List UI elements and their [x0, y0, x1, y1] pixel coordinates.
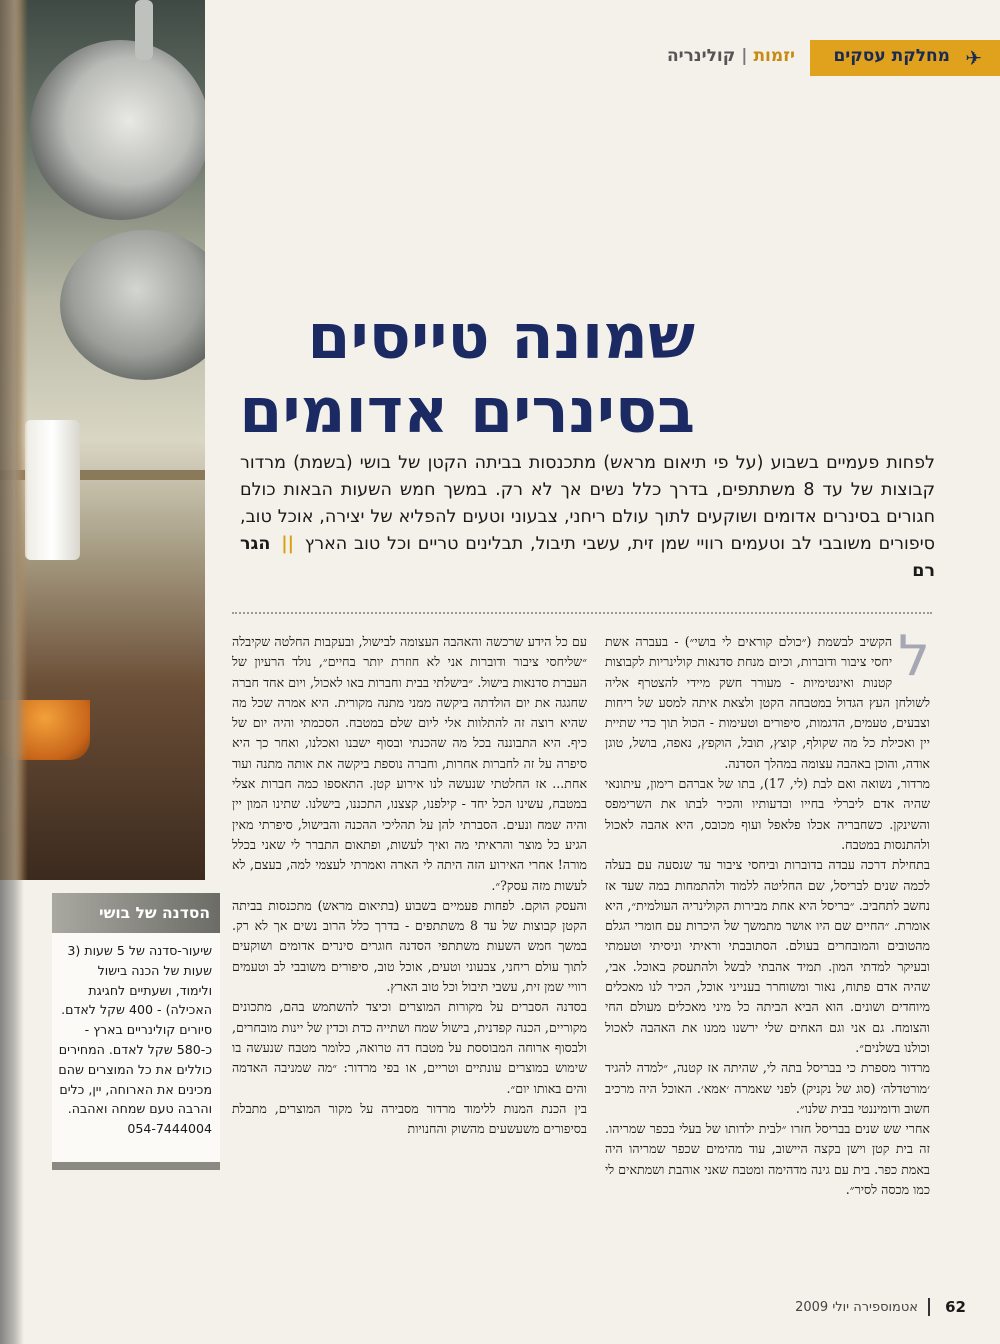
section-label: מחלקת עסקים — [833, 46, 950, 66]
lead-text: לפחות פעמיים בשבוע (על פי תיאום מראש) מתכנסות בביתה הקטן של בושי (בשמת) מרדור קבוצות של עד 8 משתתפים, בדרך כלל נשים אך לא רק. במשך חמש השעות הבאות כולם חגורים בסינרים אדומים ושוקעים לתוך עולם ריחני, צבעוני וטעים להפליא של יצירה, אוכל טוב, סיפורים משובבי לב וטעמים רוויי שמן זית, עשבי תיבול, תבלינים טריים וכל טוב הארץ — [240, 453, 935, 554]
page-number: 62 — [945, 1298, 966, 1316]
paragraph: הקשיב לבשמת (״כולם קוראים לי בושי״) - בעברה אשת יחסי ציבור ודוברות, וכיום מנחת סדנאות קולינריות לקבוצות קטנות ואינטימיות - מעורר חשק מיידי להצטרף אליה לשולחן העץ הגדול במטבחה הקטן ולצאת איתה למסע של ריחות וצבעים, טעמים, הדגמות, סיפורים וטעימות - הכול תוך כדי שתיית יין ואכילת כל מה שקולף, קוצץ, תובל, הוקפץ, נאפה, בושל, טוגן אודה, והוכן באהבה עצומה במהלך הסדנה. — [605, 634, 930, 771]
paragraph: מרדור, נשואה ואם לבת (לי, 17), בתו של אברהם רימון, עיתונאי שהיה אדם ליברלי בחייו ובדעותיו והכיר לבתו את השרימפס והשינקן. כשחבריה אכלו פלאפל ועוף מכובס, היא אהבה לאכול ולהתנסות במטבח. — [605, 776, 930, 852]
article-column-left — [232, 632, 587, 1139]
frying-pan-image — [30, 40, 205, 220]
article-lead — [240, 450, 935, 585]
info-box-body — [52, 933, 220, 1139]
paragraph: אחרי שש שנים בבריסל חזרו ״לבית ילדותו של בעלי בכפר שמריהו. זה בית קטן וישן בקצה היישוב, עוד מהימים שכפר שמריהו היה באמת כפר. בית עם גינה מדהימה ומטבח שאני אוהבת ושמתאים לי כמו מכסה לסיר״. — [605, 1121, 930, 1198]
workshop-info-box — [52, 893, 220, 1170]
crumb-culinary: קולינריה — [666, 46, 736, 66]
magazine-folio: אטמוספירה יולי 2009 — [795, 1300, 918, 1315]
info-box-text: שיעור-סדנה של 5 שעות (3 שעות של הכנה בישול ולימוד, ושעתיים לחגיגת האכילה) - 400 שקל לאדם. סיורים קולינריים בארץ - כ-580 שקל לאדם. המחירים כוללים את כל המוצרים שהם מכינים את הארוחה, יין, כלים והרבה טעם שמחה ואהבה. — [58, 943, 212, 1117]
footer-divider — [928, 1298, 930, 1316]
paragraph: בסדנה הסברים על מקורות המוצרים וכיצד להשתמש בהם, מתכונים מקוריים, הכנה קפדנית, בישול שמח ושתייה כדת וכדין של יינות מובחרים, ולבסוף ארוחה המבוססת על מטבח דה טרואה, כלומר מטבח שנעשה בו שימוש במוצרים עונתיים וטריים, או בפי מרדור: ״מה שמניבה האדמה והים באותו יום״. — [232, 999, 587, 1096]
paragraph: עם כל הידע שרכשה והאהבה העצומה לבישול, ובעקבות החלטה שקיבלה ״שליחסי ציבור ודוברות אני לא חוזרת יותר בחיים״, נולד הרעיון של העברת סדנאות בישול. ״בישלתי בבית וחברות באו לאכול, ויום אחד חברה שחגגה את יום הולדתה ביקשה ממני מתנה מקורית. היא אמרה שכל מה שהיא רוצה זה להתלוות אלי ליום שלם במטבח. הסכמתי והיה יום של כיף. היא התבוננה בכל מה שהכנתי ובסוף ישבנו ואכלנו, ואחר כך היא סיפרה על זה לחברות אחרות, וחברה נוספת ביקשה את אותה מתנה ועוד אחת... אז החלטתי שנעשה לנו אירוע קטן. התאספו כמה חברות אצלי במטבח, עשינו הכל יחד - קילפנו, קצצנו, התכננו, בישלנו. שתינו המון יין והיה שמח ונעים. הסברתי להן על תהליכי ההכנה והבישול, סיפרתי מאין הגיע כל מוצר והראיתי מה ואיך לעשות, ופתאום התברר לי שאני בכלל מורה! אחרי האירוע הזה היתה לי הארה ואמרתי לעצמי למה, בעצם, לא לעשות מזה עסק?״. — [232, 634, 587, 893]
airplane-icon: ✈ — [965, 46, 982, 70]
pan-handle-image — [135, 0, 153, 60]
page-gutter — [0, 0, 24, 1344]
info-box-title: הסדנה של בושי — [52, 893, 220, 933]
article-title — [215, 300, 695, 448]
crumb-entrepreneurship: יזמות — [753, 46, 795, 66]
kitchen-photo — [0, 0, 205, 880]
article-column-right — [605, 624, 930, 1200]
byline-separator: || — [281, 534, 294, 554]
breadcrumb — [667, 46, 795, 66]
phone-number: 054-7444004 — [127, 1121, 212, 1137]
title-line-1: שמונה טייסים — [307, 300, 695, 373]
drop-cap: ל — [898, 624, 930, 689]
title-line-2: בסינרים אדומים — [239, 374, 695, 447]
byline: הגר רם — [240, 534, 935, 581]
paragraph: מרדור מספרת כי בבריסל בתה לי, שהיתה אז קטנה, ״למדה להגיד ׳מורטדלה׳ (סוג של נקניק) לפני שאמרה ׳אמא׳. האוכל היה מרכיב חשוב ודומיננטי בבית שלנו״. — [605, 1060, 930, 1116]
frying-pan-image — [60, 230, 205, 380]
paragraph: בין הכנת המנות ללימוד מרדור מסבירה על מקור המוצרים, מתבלת בסיפורים משעשעים מהשוק והחנויות — [232, 1100, 587, 1137]
paragraph: בתחילת דרכה עבדה בדוברות וביחסי ציבור עד שנסעה עם בעלה לכמה שנים לבריסל, שם החליטה ללמוד ולהתמחות במה שעד אז נחשב לתחביב. ״בריסל היא אחת מבירות הקולינריה העולמית״, היא אומרת. ״החיים שם היו אושר מתמשך של היכרות עם חומרי הגלם מהטובים והמובחרים בעולם. הסתובבתי וראיתי וניסיתי וטעמתי ובעיקר למדתי המון. תמיד אהבתי לבשל ולהתעסק באוכל. אבי, שהיה אדם פתוח, נאור ומשוחרר בענייני אוכל, הכיר לנו מאכלים מיוחדים ושונים. הוא הביא הביתה כל מיני מאכלים מעולם החי והצומח. גם אני וגם האחים שלי ירשנו ממנו את האהבה לאכול וכולנו בשלנים״. — [605, 857, 930, 1055]
crumb-separator: | — [741, 46, 748, 66]
jar-image — [25, 420, 80, 560]
paragraph: והעסק הוקם. לפחות פעמיים בשבוע (בתיאום מראש) מתכנסות בביתה הקטן קבוצות של עד 8 משתתפים - בדרך כלל הרוב נשים אך לא רק. במשך חמש השעות משתתפי הסדנה חוגרים סינרים אדומים ושוקעים לתוך עולם ריחני, צבעוני וטעים, אוכל טוב, סיפורים משובבי לב וטעמים רוויי שמן זית, עשבי תיבול וכל טוב הארץ. — [232, 897, 587, 995]
dotted-divider — [232, 612, 932, 614]
